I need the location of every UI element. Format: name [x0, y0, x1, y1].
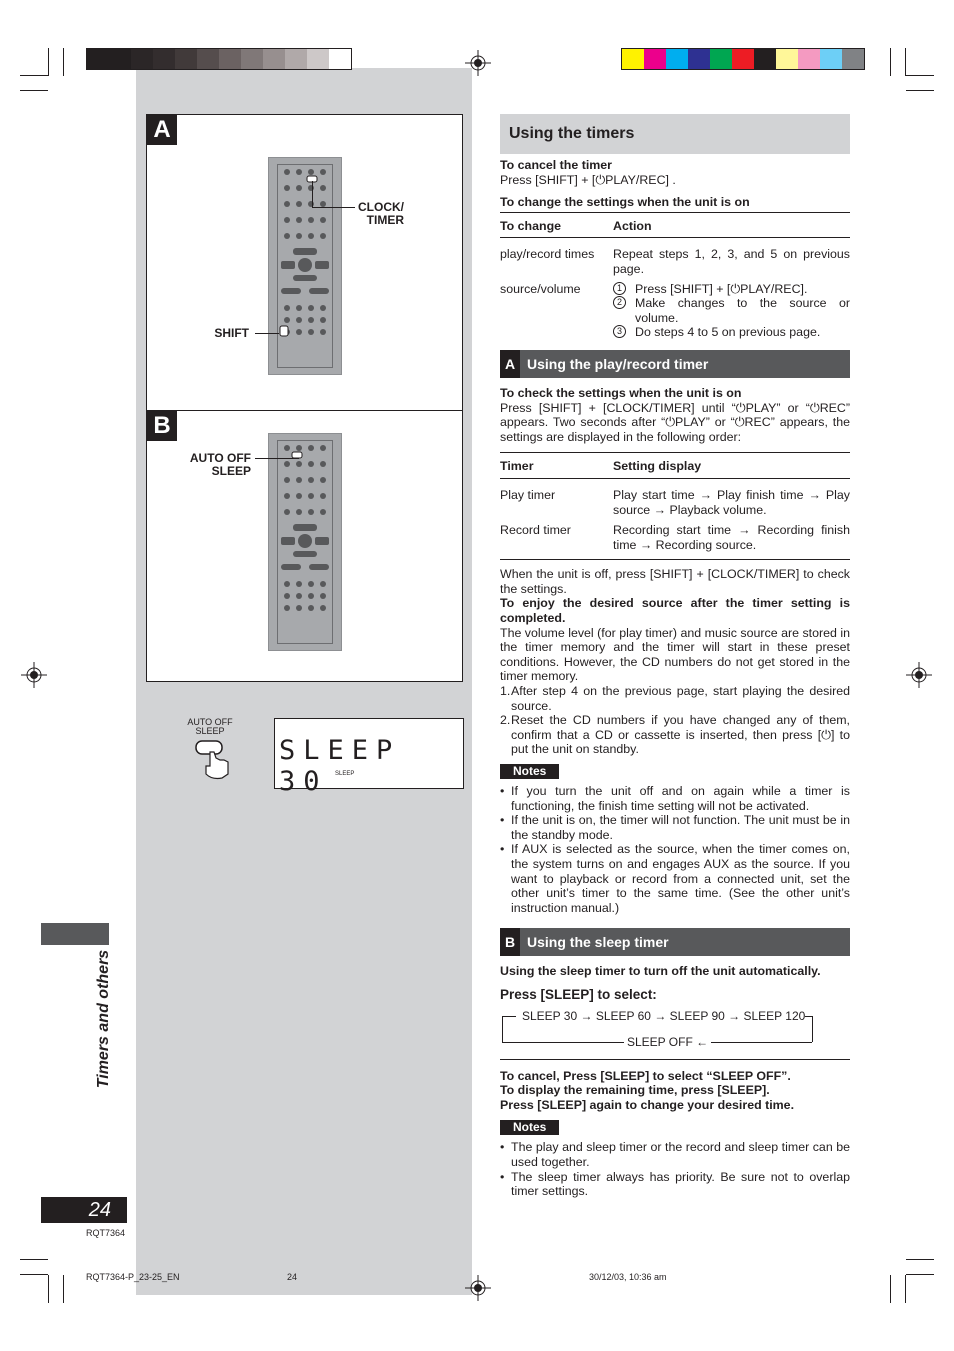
list-item — [500, 713, 850, 757]
model-number: RQT7364 — [86, 1228, 126, 1238]
step-text: Press [SHIFT] + [⏻PLAY/REC]. — [635, 281, 808, 296]
sleep-timer-header — [500, 928, 850, 956]
cancel-heading: To cancel the timer — [500, 158, 613, 172]
table-row — [500, 523, 850, 560]
list-item: • The sleep timer always has priority. Be sure not to overlap timer settings. — [500, 1170, 850, 1199]
table-cell: Repeat steps 1, 2, 3, and 5 on previous page. — [613, 247, 850, 276]
section-subtitle: Using the play/record timer — [527, 355, 709, 372]
color-swatch — [776, 49, 798, 69]
registration-mark-icon — [465, 50, 491, 76]
step-number: 1. — [500, 684, 511, 699]
color-swatch — [131, 49, 153, 69]
step-number: 2. — [500, 713, 511, 728]
color-swatch — [153, 49, 175, 69]
lcd-sleep-indicator: SLEEP — [335, 771, 355, 777]
color-swatch — [285, 49, 307, 69]
hand-pressing-button-icon — [194, 738, 238, 782]
sleep-option: SLEEP 120 — [743, 1008, 806, 1023]
arrow-right-icon: → — [724, 1008, 744, 1023]
color-swatch — [307, 49, 329, 69]
arrow-right-icon: → — [577, 1008, 596, 1023]
section-letter: B — [500, 928, 520, 956]
step-number: 2 — [613, 296, 626, 309]
figure-b-letter: B — [147, 411, 177, 441]
setting-display-col-header: Setting display — [613, 459, 702, 474]
sleep-change-text: Press [SLEEP] again to change your desired time. — [500, 1097, 795, 1112]
figure-b-panel — [146, 410, 463, 682]
color-swatch — [622, 49, 644, 69]
shift-label: SHIFT — [214, 326, 249, 340]
color-calibration-bar — [621, 48, 865, 70]
change-heading: To change the settings when the unit is on — [500, 195, 850, 213]
sleep-cancel-text: To cancel, Press [SLEEP] to select “SLEEP OFF”. — [500, 1068, 791, 1083]
auto-off-sleep-button-label: AUTO OFF SLEEP — [187, 717, 233, 736]
list-item: • The play and sleep timer or the record and sleep timer can be used together. — [500, 1140, 850, 1169]
table-row — [500, 488, 850, 517]
step-text: After step 4 on the previous page, start playing the desired source. — [511, 684, 850, 713]
notes-label: Notes — [500, 764, 559, 779]
color-swatch — [263, 49, 285, 69]
color-swatch — [666, 49, 688, 69]
registration-mark-icon — [21, 662, 47, 688]
check-heading: To check the settings when the unit is on — [500, 385, 742, 400]
color-swatch — [842, 49, 864, 69]
color-swatch — [87, 49, 109, 69]
color-swatch — [241, 49, 263, 69]
color-swatch — [732, 49, 754, 69]
color-swatch — [820, 49, 842, 69]
change-col-header: To change — [500, 218, 562, 233]
table-cell: Play timer — [500, 487, 556, 502]
color-swatch — [175, 49, 197, 69]
sleep-intro: Using the sleep timer to turn off the unit automatically. — [500, 964, 821, 979]
timer-col-header: Timer — [500, 459, 534, 474]
table-cell: play/record times — [500, 247, 595, 262]
registration-mark-icon — [906, 662, 932, 688]
section-subtitle: Using the sleep timer — [527, 934, 669, 951]
sleep-option: SLEEP 90 — [669, 1008, 725, 1023]
cancel-text: Press [SHIFT] + [⏻PLAY/REC] . — [500, 172, 676, 187]
sleep-press: Press [SLEEP] to select: — [500, 986, 657, 1002]
footer-page: 24 — [287, 1272, 298, 1282]
footer-file: RQT7364-P_23-25_EN — [86, 1272, 180, 1282]
step-text: Do steps 4 to 5 on previous page. — [635, 325, 821, 340]
sleep-option: SLEEP 30 — [522, 1008, 578, 1023]
auto-off-sleep-label: AUTO OFF SLEEP — [189, 451, 251, 478]
notes-label: Notes — [500, 1120, 559, 1135]
color-swatch — [710, 49, 732, 69]
side-section-label: Timers and others — [95, 949, 112, 1089]
sleep-option: SLEEP 60 — [595, 1008, 651, 1023]
step-text: Reset the CD numbers if you have changed any of them, confirm that a CD or cassette is inserted, then press [⏻] to put the unit on standby. — [511, 713, 850, 757]
section-title: Using the timers — [500, 114, 850, 154]
color-swatch — [644, 49, 666, 69]
step-text: Make changes to the source or volume. — [635, 296, 850, 325]
enjoy-heading: To enjoy the desired source after the timer setting is completed. — [500, 596, 850, 626]
arrow-right-icon: → — [650, 1008, 670, 1023]
clock-timer-label: CLOCK/ TIMER — [358, 200, 404, 227]
enjoy-text: The volume level (for play timer) and music source are stored in the timer memory and the timer will start in these preset conditions. However, the CD numbers do not get stored in the timer memory. — [500, 625, 850, 684]
figure-a-letter: A — [147, 115, 177, 145]
change-table-header — [500, 219, 850, 239]
table-row — [500, 282, 850, 346]
color-swatch — [688, 49, 710, 69]
lcd-display-text: SLEEP 30 — [279, 735, 401, 797]
main-text-column — [500, 114, 850, 1199]
table-cell: Recording start time → Recording finish time → Recording source. — [613, 523, 850, 552]
sleep-remaining-text: To display the remaining time, press [SLEEP]. — [500, 1083, 770, 1098]
arrow-left-icon: ← — [692, 1034, 709, 1049]
check-text: Press [SHIFT] + [CLOCK/TIMER] until “⏻PLAY” or “⏻REC” appears. Two seconds after “⏻PLAY” or “⏻REC” appears, the settings are displayed in the following order: — [500, 400, 850, 444]
color-swatch — [219, 49, 241, 69]
list-item: • If you turn the unit off and on again while a timer is functioning, the finish time setting will not be activated. — [500, 784, 850, 813]
footer-date: 30/12/03, 10:36 am — [589, 1272, 667, 1282]
list-item: • If AUX is selected as the source, when the timer comes on, the system turns on and engages AUX as the source. If you want to playback or record from a connected unit, set the other unit’s timer to the same time. (See the other unit’s instruction manual.) — [500, 842, 850, 915]
section-letter: A — [500, 350, 520, 378]
table-cell — [613, 282, 850, 340]
action-col-header: Action — [613, 218, 652, 233]
step-number: 1 — [613, 282, 626, 295]
step-number: 3 — [613, 325, 626, 338]
color-swatch — [798, 49, 820, 69]
table-cell: source/volume — [500, 281, 581, 296]
color-swatch — [754, 49, 776, 69]
play-record-timer-header — [500, 350, 850, 378]
sleep-sequence-diagram — [500, 1009, 850, 1049]
sleep-option: SLEEP OFF — [627, 1034, 693, 1049]
color-swatch — [109, 49, 131, 69]
table-cell: Record timer — [500, 523, 571, 538]
color-swatch — [197, 49, 219, 69]
remote-control-illustration — [268, 157, 342, 375]
grayscale-calibration-bar — [86, 48, 352, 70]
table-row — [500, 247, 850, 276]
figure-a-panel — [146, 114, 463, 412]
lcd-display — [274, 718, 464, 797]
list-item — [500, 684, 850, 713]
page-number: 24 — [41, 1197, 127, 1223]
table-cell: Play start time → Play finish time → Play source → Playback volume. — [613, 487, 850, 517]
off-text: When the unit is off, press [SHIFT] + [CLOCK/TIMER] to check the settings. — [500, 567, 850, 596]
timer-table-header — [500, 452, 850, 479]
color-swatch — [329, 49, 351, 69]
registration-mark-icon — [465, 1275, 491, 1301]
list-item: • If the unit is on, the timer will not function. The unit must be in the standby mode. — [500, 813, 850, 842]
remote-control-illustration — [268, 433, 342, 651]
